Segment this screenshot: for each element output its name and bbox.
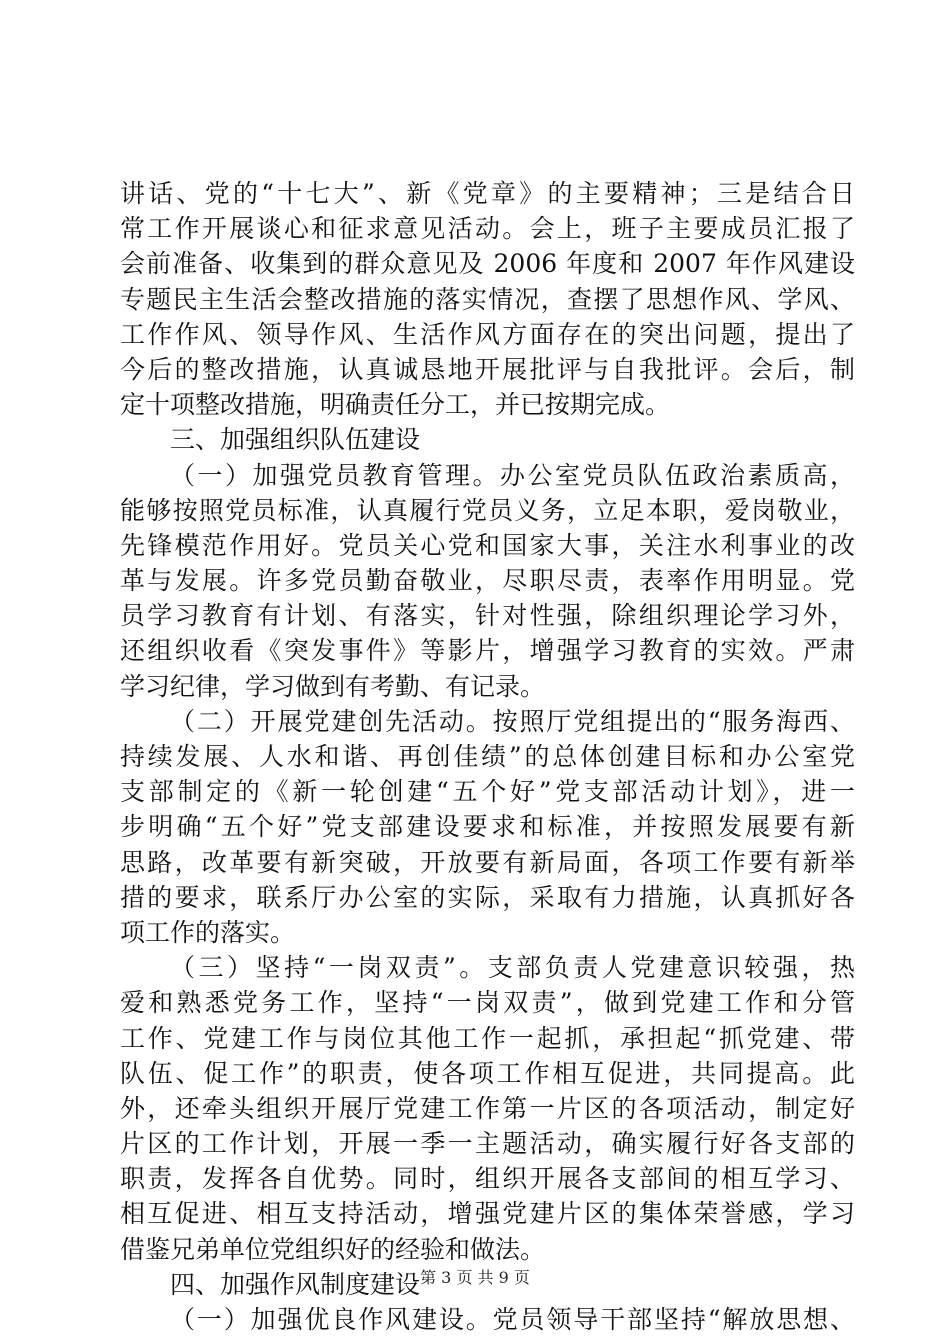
text-line: 项工作的落实。 [120, 917, 296, 947]
section-heading: 四、加强作风制度建设 [170, 1269, 421, 1299]
text-line: 工作作风、领导作风、生活作风方面存在的突出问题，提出了 [120, 319, 855, 349]
text-line: 革与发展。许多党员勤奋敬业，尽职尽责，表率作用明显。党 [120, 566, 855, 596]
text-line: 职责，发挥各自优势。同时，组织开展各支部间的相互学习、 [120, 1164, 855, 1194]
text-line: 还组织收看《突发事件》等影片，增强学习教育的实效。严肃 [120, 636, 855, 666]
text-line: 外，还牵头组织开展厅党建工作第一片区的各项活动，制定好 [120, 1093, 855, 1123]
text-line: 借鉴兄弟单位党组织好的经验和做法。 [120, 1234, 546, 1264]
text-line: 队伍、促工作”的职责，使各项工作相互促进，共同提高。此 [120, 1058, 855, 1088]
text-line: （一）加强优良作风建设。党员领导干部坚持“解放思想、 [170, 1305, 855, 1334]
text-line: 讲话、党的“十七大”、新《党章》的主要精神；三是结合日 [120, 179, 855, 208]
text-line: 定十项整改措施，明确责任分工，并已按期完成。 [120, 390, 671, 420]
text-line: （二）开展党建创先活动。按照厅党组提出的“服务海西、 [170, 706, 855, 736]
text-line: 支部制定的《新一轮创建“五个好”党支部活动计划》，进一 [120, 777, 855, 807]
text-line: 员学习教育有计划、有落实，针对性强，除组织理论学习外， [120, 601, 855, 631]
text-line: 相互促进、相互支持活动，增强党建片区的集体荣誉感，学习 [120, 1199, 855, 1229]
page-footer: 第 3 页 共 9 页 [420, 1268, 530, 1287]
text-line: 工作、党建工作与岗位其他工作一起抓，承担起“抓党建、带 [120, 1023, 855, 1053]
text-line: 会前准备、收集到的群众意见及 2006 年度和 2007 年作风建设 [120, 249, 855, 279]
section-heading: 三、加强组织队伍建设 [170, 425, 421, 455]
text-line: 能够按照党员标准，认真履行党员义务，立足本职，爱岗敬业， [120, 495, 855, 525]
text-line: 思路，改革要有新突破，开放要有新局面，各项工作要有新举 [120, 847, 855, 877]
text-line: 学习纪律，学习做到有考勤、有记录。 [120, 671, 546, 701]
text-line: 爱和熟悉党务工作，坚持“一岗双责”，做到党建工作和分管 [120, 988, 855, 1018]
text-line: 今后的整改措施，认真诚恳地开展批评与自我批评。会后，制 [120, 354, 855, 384]
text-line: 持续发展、人水和谐、再创佳绩”的总体创建目标和办公室党 [120, 742, 855, 771]
text-line: 专题民主生活会整改措施的落实情况，查摆了思想作风、学风、 [120, 284, 855, 314]
text-line: （三）坚持“一岗双责”。支部负责人党建意识较强，热 [170, 953, 855, 983]
text-line: 片区的工作计划，开展一季一主题活动，确实履行好各支部的 [120, 1129, 855, 1159]
text-line: 先锋模范作用好。党员关心党和国家大事，关注水利事业的改 [120, 530, 855, 560]
text-line: 步明确“五个好”党支部建设要求和标准，并按照发展要有新 [120, 812, 855, 842]
document-body [120, 176, 855, 1337]
text-line: 措的要求，联系厅办公室的实际，采取有力措施，认真抓好各 [120, 882, 855, 912]
text-line: 常工作开展谈心和征求意见活动。会上，班子主要成员汇报了 [120, 214, 855, 244]
text-line: （一）加强党员教育管理。办公室党员队伍政治素质高， [170, 460, 855, 490]
